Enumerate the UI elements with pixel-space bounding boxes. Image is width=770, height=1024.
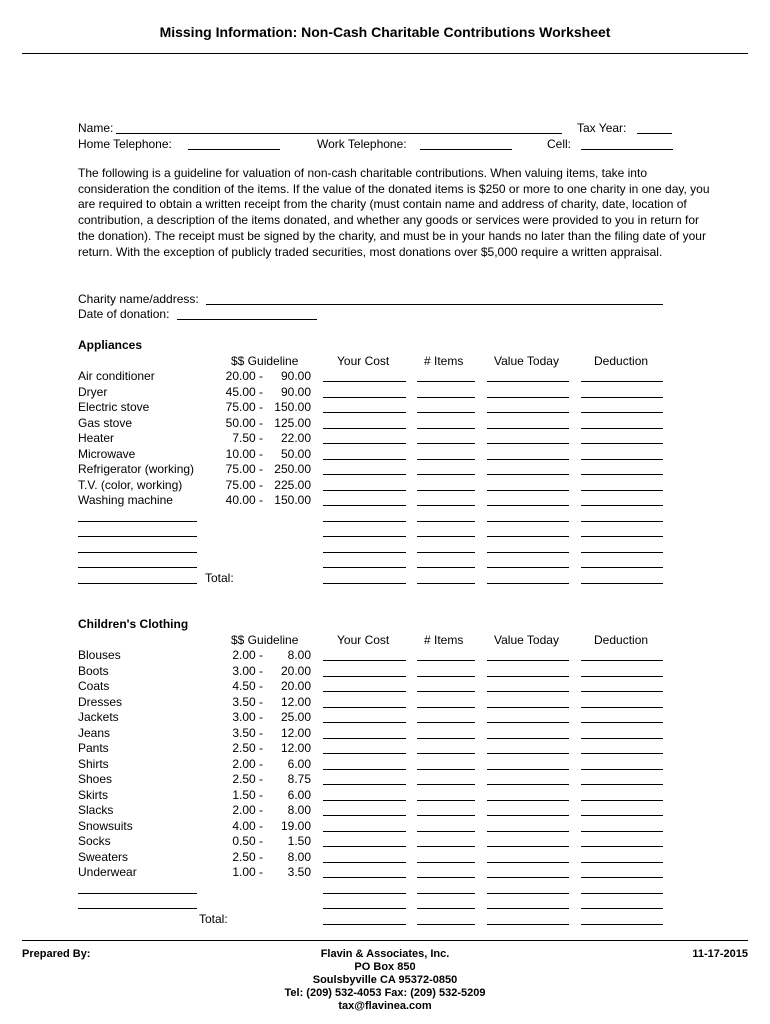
deduction-column-header: Deduction: [594, 353, 649, 368]
deduction-line[interactable]: [581, 536, 663, 537]
item-name: Pants: [78, 741, 109, 755]
items-column-header: # Items: [424, 632, 464, 647]
your-cost-line[interactable]: [323, 521, 406, 522]
guideline-high: 6.00: [287, 756, 311, 771]
your-cost-line[interactable]: [323, 552, 406, 553]
value-today-column-header: Value Today: [494, 632, 559, 647]
deduction-line[interactable]: [581, 474, 663, 475]
items-count-line[interactable]: [417, 567, 475, 568]
guideline-low: 45.00 -: [225, 384, 263, 399]
item-name: Jeans: [78, 725, 111, 740]
home-telephone-label: Home Telephone:: [78, 137, 172, 151]
your-cost-line[interactable]: [323, 769, 406, 770]
items-count-line[interactable]: [417, 815, 475, 816]
value-today-line[interactable]: [487, 738, 569, 739]
guideline-high: 1.50: [287, 834, 311, 848]
items-count-line[interactable]: [417, 676, 475, 677]
items-count-line[interactable]: [417, 893, 475, 894]
guideline-high: 12.00: [280, 741, 311, 755]
items-count-line[interactable]: [417, 908, 475, 909]
other-item-line[interactable]: [78, 583, 197, 584]
items-count-line[interactable]: [417, 536, 475, 537]
deduction-total-line[interactable]: [581, 924, 663, 925]
items-count-line[interactable]: [417, 707, 475, 708]
item-name: Refrigerator (working): [78, 462, 195, 476]
section-heading: Children's Clothing: [78, 617, 189, 631]
deduction-line[interactable]: [581, 660, 663, 661]
deduction-line[interactable]: [581, 443, 663, 444]
value-today-line[interactable]: [487, 831, 569, 832]
items-count-line[interactable]: [417, 769, 475, 770]
deduction-line[interactable]: [581, 567, 663, 568]
cell-label: Cell:: [547, 137, 572, 151]
date-of-donation-label: Date of donation:: [78, 307, 170, 321]
value-today-line[interactable]: [487, 877, 569, 878]
value-today-line[interactable]: [487, 459, 569, 460]
items-count-line[interactable]: [417, 552, 475, 553]
value-today-line[interactable]: [487, 428, 569, 429]
value-today-line[interactable]: [487, 815, 569, 816]
value-today-line[interactable]: [487, 443, 569, 444]
deduction-column-header: Deduction: [594, 632, 649, 647]
total-label: Total:: [205, 570, 234, 585]
items-count-line[interactable]: [417, 846, 475, 847]
guideline-high: 20.00: [280, 679, 311, 693]
item-name: Shirts: [78, 756, 109, 771]
guideline-column-header: $$ Guideline: [231, 353, 299, 368]
work-telephone-field[interactable]: [420, 149, 512, 150]
items-count-line[interactable]: [417, 722, 475, 723]
deduction-line[interactable]: [581, 800, 663, 801]
value-today-line[interactable]: [487, 908, 569, 909]
guideline-high: 19.00: [280, 818, 311, 833]
deduction-line[interactable]: [581, 862, 663, 863]
deduction-line[interactable]: [581, 738, 663, 739]
item-name: T.V. (color, working): [78, 477, 183, 492]
guideline-column-header: $$ Guideline: [231, 632, 299, 647]
your-cost-line[interactable]: [323, 691, 406, 692]
your-cost-line[interactable]: [323, 490, 406, 491]
deduction-line[interactable]: [581, 846, 663, 847]
value-today-line[interactable]: [487, 753, 569, 754]
your-cost-line[interactable]: [323, 583, 406, 584]
value-today-line[interactable]: [487, 490, 569, 491]
items-count-line[interactable]: [417, 691, 475, 692]
item-name: Gas stove: [78, 415, 133, 430]
item-name: Jackets: [78, 710, 119, 724]
value-today-line[interactable]: [487, 893, 569, 894]
items-count-line[interactable]: [417, 877, 475, 878]
deduction-line[interactable]: [581, 815, 663, 816]
footer-divider: [22, 940, 748, 941]
guideline-low: 2.00 -: [232, 648, 263, 662]
item-name: Socks: [78, 834, 111, 848]
guideline-high: 90.00: [280, 369, 311, 383]
deduction-line[interactable]: [581, 521, 663, 522]
deduction-line[interactable]: [581, 707, 663, 708]
worksheet-title: Missing Information: Non-Cash Charitable Contributions Worksheet: [159, 24, 611, 40]
date-of-donation-field[interactable]: [177, 319, 317, 320]
tax-year-label: Tax Year:: [577, 121, 627, 135]
your-cost-line[interactable]: [323, 412, 406, 413]
your-cost-line[interactable]: [323, 474, 406, 475]
guideline-high: 125.00: [274, 415, 311, 430]
guideline-low: 75.00 -: [225, 477, 263, 492]
deduction-line[interactable]: [581, 552, 663, 553]
items-count-line[interactable]: [417, 738, 475, 739]
item-name: Air conditioner: [78, 369, 155, 383]
item-name: Underwear: [78, 865, 137, 879]
value-today-column-header: Value Today: [494, 353, 559, 368]
guideline-low: 4.00 -: [232, 818, 263, 833]
deduction-line[interactable]: [581, 583, 663, 584]
guideline-low: 1.50 -: [232, 787, 263, 802]
value-today-line[interactable]: [487, 800, 569, 801]
guideline-high: 225.00: [274, 477, 311, 492]
items-count-line[interactable]: [417, 490, 475, 491]
deduction-line[interactable]: [581, 831, 663, 832]
value-today-line[interactable]: [487, 412, 569, 413]
item-name: Washing machine: [78, 493, 173, 507]
guideline-low: 2.00 -: [232, 756, 263, 771]
your-cost-line[interactable]: [323, 877, 406, 878]
your-cost-line[interactable]: [323, 862, 406, 863]
items-column-header: # Items: [424, 353, 464, 368]
your-cost-column-header: Your Cost: [337, 632, 390, 647]
value-today-line[interactable]: [487, 691, 569, 692]
item-name: Snowsuits: [78, 818, 133, 833]
your-cost-line[interactable]: [323, 753, 406, 754]
other-item-line[interactable]: [78, 908, 197, 909]
deduction-line[interactable]: [581, 505, 663, 506]
item-name: Microwave: [78, 446, 136, 461]
guideline-low: 10.00 -: [225, 446, 263, 461]
deduction-line[interactable]: [581, 428, 663, 429]
your-cost-line[interactable]: [323, 846, 406, 847]
guideline-high: 90.00: [280, 384, 311, 399]
items-count-line[interactable]: [417, 459, 475, 460]
your-cost-line[interactable]: [323, 893, 406, 894]
work-telephone-label: Work Telephone:: [317, 137, 407, 151]
guideline-high: 3.50: [287, 865, 311, 879]
deduction-line[interactable]: [581, 784, 663, 785]
your-cost-line[interactable]: [323, 443, 406, 444]
item-name: Electric stove: [78, 400, 150, 414]
items-count-line[interactable]: [417, 397, 475, 398]
value-today-line[interactable]: [487, 722, 569, 723]
guideline-high: 8.00: [287, 648, 311, 662]
guideline-low: 3.00 -: [232, 663, 263, 678]
deduction-line[interactable]: [581, 381, 663, 382]
item-name: Dresses: [78, 694, 123, 709]
name-label: Name:: [78, 121, 114, 135]
deduction-line[interactable]: [581, 412, 663, 413]
guideline-low: 2.50 -: [232, 772, 263, 786]
guideline-high: 12.00: [280, 694, 311, 709]
value-today-line[interactable]: [487, 567, 569, 568]
item-name: Blouses: [78, 648, 121, 662]
your-cost-line[interactable]: [323, 660, 406, 661]
your-cost-line[interactable]: [323, 567, 406, 568]
value-today-line[interactable]: [487, 381, 569, 382]
guideline-high: 150.00: [274, 400, 311, 414]
section-heading: Appliances: [78, 338, 143, 352]
total-label: Total:: [199, 911, 228, 926]
guideline-low: 20.00 -: [225, 369, 263, 383]
other-item-line[interactable]: [78, 521, 197, 522]
guideline-low: 2.50 -: [232, 849, 263, 864]
guideline-high: 150.00: [274, 493, 311, 507]
item-name: Sweaters: [78, 849, 129, 864]
your-cost-line[interactable]: [323, 459, 406, 460]
items-count-line[interactable]: [417, 784, 475, 785]
guideline-high: 20.00: [280, 663, 311, 678]
guideline-low: 40.00 -: [225, 493, 263, 507]
guideline-low: 4.50 -: [232, 679, 263, 693]
item-name: Boots: [78, 663, 109, 678]
guideline-low: 50.00 -: [225, 415, 263, 430]
deduction-line[interactable]: [581, 490, 663, 491]
value-today-line[interactable]: [487, 397, 569, 398]
your-cost-column-header: Your Cost: [337, 353, 390, 368]
item-name: Coats: [78, 679, 110, 693]
firm-email: tax@flavinea.com: [338, 1000, 432, 1012]
value-today-line[interactable]: [487, 707, 569, 708]
other-item-line[interactable]: [78, 567, 197, 568]
your-cost-line[interactable]: [323, 800, 406, 801]
value-today-line[interactable]: [487, 862, 569, 863]
value-today-line[interactable]: [487, 521, 569, 522]
items-count-line[interactable]: [417, 753, 475, 754]
charity-name-address-field[interactable]: [206, 304, 663, 305]
deduction-line[interactable]: [581, 691, 663, 692]
items-count-line[interactable]: [417, 660, 475, 661]
items-count-total-line[interactable]: [417, 924, 475, 925]
guideline-high: 25.00: [280, 710, 311, 724]
items-count-line[interactable]: [417, 428, 475, 429]
items-count-line[interactable]: [417, 862, 475, 863]
items-count-line[interactable]: [417, 474, 475, 475]
your-cost-line[interactable]: [323, 676, 406, 677]
other-item-line[interactable]: [78, 893, 197, 894]
your-cost-line[interactable]: [323, 536, 406, 537]
guideline-high: 8.00: [287, 849, 311, 864]
value-today-line[interactable]: [487, 583, 569, 584]
firm-city: Soulsbyville CA 95372-0850: [312, 974, 458, 986]
deduction-line[interactable]: [581, 753, 663, 754]
your-cost-line[interactable]: [323, 784, 406, 785]
item-name: Skirts: [78, 787, 108, 802]
guideline-low: 75.00 -: [225, 400, 263, 414]
your-cost-line[interactable]: [323, 722, 406, 723]
deduction-line[interactable]: [581, 722, 663, 723]
value-today-line[interactable]: [487, 784, 569, 785]
guideline-low: 3.00 -: [232, 710, 263, 724]
your-cost-line[interactable]: [323, 707, 406, 708]
firm-phones: Tel: (209) 532-4053 Fax: (209) 532-5209: [284, 987, 486, 999]
guideline-low: 3.50 -: [232, 725, 263, 740]
item-name: Heater: [78, 431, 115, 445]
your-cost-line[interactable]: [323, 428, 406, 429]
deduction-line[interactable]: [581, 769, 663, 770]
items-count-line[interactable]: [417, 800, 475, 801]
value-today-line[interactable]: [487, 769, 569, 770]
deduction-line[interactable]: [581, 877, 663, 878]
your-cost-line[interactable]: [323, 397, 406, 398]
value-today-line[interactable]: [487, 474, 569, 475]
tax-year-field[interactable]: [637, 133, 672, 134]
deduction-line[interactable]: [581, 459, 663, 460]
items-count-line[interactable]: [417, 831, 475, 832]
item-name: Shoes: [78, 772, 113, 786]
other-item-line[interactable]: [78, 536, 197, 537]
value-today-line[interactable]: [487, 536, 569, 537]
value-today-total-line[interactable]: [487, 924, 569, 925]
items-count-line[interactable]: [417, 412, 475, 413]
firm-name: Flavin & Associates, Inc.: [320, 948, 450, 960]
items-count-line[interactable]: [417, 443, 475, 444]
other-item-line[interactable]: [78, 552, 197, 553]
value-today-line[interactable]: [487, 846, 569, 847]
deduction-line[interactable]: [581, 397, 663, 398]
guideline-high: 12.00: [280, 725, 311, 740]
guideline-paragraph: The following is a guideline for valuation of non-cash charitable contributions. When valuing items, take into consideration the condition of the items. If the value of the donated items is $250 or more to one charity in one day, you are required to obtain a written receipt from the charity (must contain name and address of charity, date, location of contribution, a description of the items donated, and whether any goods or services were provided to you in return for the donation). The receipt must be signed by the charity, and must be in your hands no later than the filing date of your return. With the exception of publicly traded securities, most donations over $5,000 require a written appraisal.: [78, 166, 710, 259]
value-today-line[interactable]: [487, 552, 569, 553]
guideline-high: 50.00: [280, 446, 311, 461]
prepared-date: 11-17-2015: [692, 948, 748, 960]
guideline-high: 22.00: [280, 431, 311, 445]
item-name: Dryer: [78, 384, 108, 399]
title-divider: [22, 53, 748, 54]
guideline-high: 250.00: [274, 462, 311, 476]
charity-name-address-label: Charity name/address:: [78, 292, 199, 306]
your-cost-line[interactable]: [323, 815, 406, 816]
your-cost-line[interactable]: [323, 505, 406, 506]
your-cost-line[interactable]: [323, 908, 406, 909]
guideline-low: 7.50 -: [232, 431, 263, 445]
guideline-low: 2.00 -: [232, 803, 263, 817]
name-field[interactable]: [116, 133, 562, 134]
guideline-low: 1.00 -: [232, 865, 263, 879]
prepared-by-label: Prepared By:: [22, 948, 91, 960]
value-today-line[interactable]: [487, 676, 569, 677]
value-today-line[interactable]: [487, 505, 569, 506]
guideline-low: 2.50 -: [232, 741, 263, 755]
deduction-line[interactable]: [581, 893, 663, 894]
item-name: Slacks: [78, 803, 114, 817]
items-count-line[interactable]: [417, 505, 475, 506]
items-count-line[interactable]: [417, 583, 475, 584]
deduction-line[interactable]: [581, 908, 663, 909]
home-telephone-field[interactable]: [188, 149, 280, 150]
your-cost-line[interactable]: [323, 831, 406, 832]
items-count-line[interactable]: [417, 521, 475, 522]
guideline-low: 75.00 -: [225, 462, 263, 476]
your-cost-total-line[interactable]: [323, 924, 406, 925]
guideline-high: 6.00: [287, 787, 311, 802]
deduction-line[interactable]: [581, 676, 663, 677]
your-cost-line[interactable]: [323, 738, 406, 739]
value-today-line[interactable]: [487, 660, 569, 661]
firm-po-box: PO Box 850: [354, 961, 416, 973]
guideline-low: 3.50 -: [232, 694, 263, 709]
cell-field[interactable]: [581, 149, 673, 150]
your-cost-line[interactable]: [323, 381, 406, 382]
guideline-high: 8.00: [287, 803, 311, 817]
guideline-low: 0.50 -: [232, 834, 263, 848]
guideline-high: 8.75: [287, 772, 311, 786]
items-count-line[interactable]: [417, 381, 475, 382]
